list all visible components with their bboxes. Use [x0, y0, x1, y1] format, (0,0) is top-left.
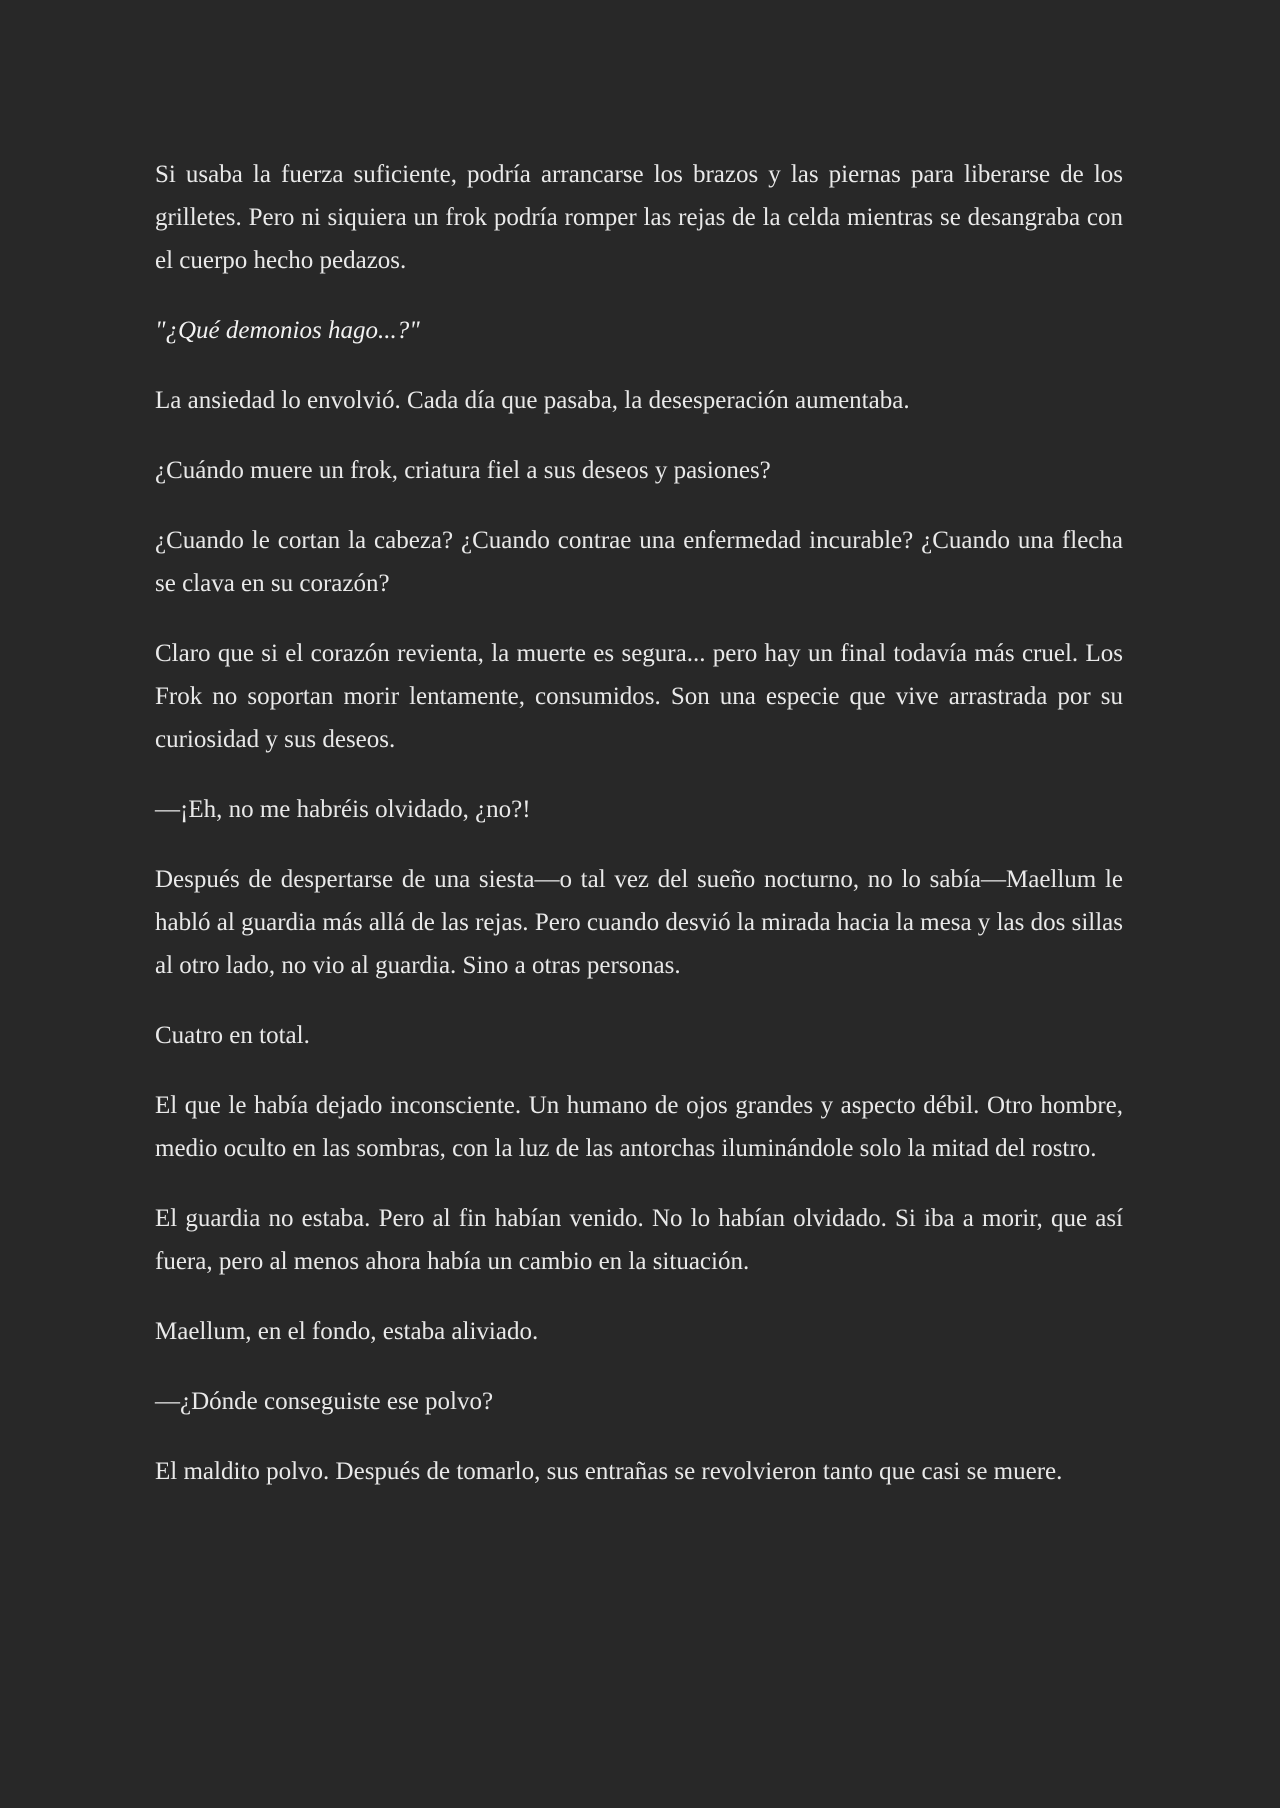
paragraph: Si usaba la fuerza suficiente, podría arrancarse los brazos y las piernas para liberarse de los grilletes. Pero ni siquiera un frok podría romper las rejas de la celda mientras se desangraba con el cuerpo hecho pedazos.: [155, 161, 1123, 274]
paragraph: El maldito polvo. Después de tomarlo, sus entrañas se revolvieron tanto que casi se muere.: [155, 1458, 1063, 1485]
paragraph: Después de despertarse de una siesta—o tal vez del sueño nocturno, no lo sabía—Maellum le habló al guardia más allá de las rejas. Pero cuando desvió la mirada hacia la mesa y las dos sillas al otro lado, no vio al guardia. Sino a otras personas.: [155, 866, 1123, 979]
paragraph: La ansiedad lo envolvió. Cada día que pasaba, la desesperación aumentaba.: [155, 387, 910, 414]
paragraph: Claro que si el corazón revienta, la muerte es segura... pero hay un final todavía más cruel. Los Frok no soportan morir lentamente, consumidos. Son una especie que vive arrastrada por su curiosidad y sus deseos.: [155, 640, 1123, 753]
paragraph: ¿Cuándo muere un frok, criatura fiel a sus deseos y pasiones?: [155, 457, 771, 484]
paragraph: ¿Cuando le cortan la cabeza? ¿Cuando contrae una enfermedad incurable? ¿Cuando una flecha se clava en su corazón?: [155, 527, 1123, 597]
dialogue-paragraph: —¡Eh, no me habréis olvidado, ¿no?!: [155, 796, 531, 823]
document-body: [155, 153, 1123, 1520]
paragraph: Cuatro en total.: [155, 1022, 310, 1049]
paragraph: El guardia no estaba. Pero al fin habían venido. No lo habían olvidado. Si iba a morir, que así fuera, pero al menos ahora había un cambio en la situación.: [155, 1205, 1123, 1275]
thought-paragraph: "¿Qué demonios hago...?": [155, 317, 420, 344]
paragraph: El que le había dejado inconsciente. Un humano de ojos grandes y aspecto débil. Otro hombre, medio oculto en las sombras, con la luz de las antorchas iluminándole solo la mitad del rostro.: [155, 1092, 1123, 1162]
dialogue-paragraph: —¿Dónde conseguiste ese polvo?: [155, 1388, 494, 1415]
paragraph: Maellum, en el fondo, estaba aliviado.: [155, 1318, 539, 1345]
